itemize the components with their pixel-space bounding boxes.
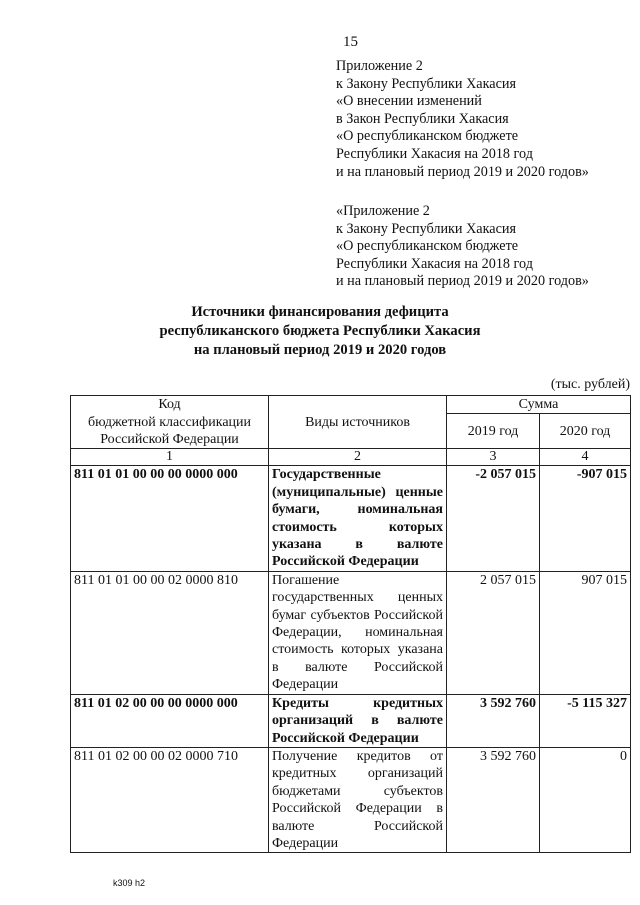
column-number-row bbox=[71, 449, 631, 466]
appendix-original-line: к Закону Республики Хакасия bbox=[336, 220, 516, 237]
header-sum: Сумма bbox=[447, 396, 631, 414]
table-row bbox=[71, 571, 631, 694]
column-number: 3 bbox=[447, 449, 540, 466]
appendix-header-line: «О внесении изменений bbox=[336, 93, 482, 110]
row-amount-2019: 2 057 015 bbox=[447, 571, 540, 694]
appendix-original-line: «Приложение 2 bbox=[336, 203, 430, 219]
document-title-line: республиканского бюджета Республики Хакасия bbox=[159, 323, 481, 339]
row-description: Получение кредитов от кредитных организаций бюджетами субъектов Российской Федерации в валюте Российской Федерации bbox=[269, 747, 447, 852]
appendix-header-line: к Закону Республики Хакасия bbox=[336, 75, 516, 92]
units-label: (тыс. рублей) bbox=[550, 377, 630, 392]
row-code: 811 01 02 00 00 00 0000 000 bbox=[71, 694, 269, 747]
header-code-line: Код bbox=[158, 397, 181, 413]
column-number: 4 bbox=[540, 449, 631, 466]
footer-code: k309 h2 bbox=[113, 878, 146, 888]
row-description: Государственные (муниципальные) ценные бумаги, номинальная стоимость которых указана в валюте Российской Федерации bbox=[269, 466, 447, 571]
document-title-line: Источники финансирования дефицита bbox=[191, 304, 449, 320]
appendix-header-line: Приложение 2 bbox=[336, 58, 423, 74]
row-amount-2020: -907 015 bbox=[540, 466, 631, 571]
table-row bbox=[71, 466, 631, 571]
row-amount-2020: 0 bbox=[540, 747, 631, 852]
header-2019: 2019 год bbox=[447, 414, 540, 449]
column-number: 1 bbox=[71, 449, 269, 466]
row-description: Погашение государственных ценных бумаг субъектов Российской Федерации, номинальная стоимость которых указана в валюте Российской Федерации bbox=[269, 571, 447, 694]
row-amount-2020: 907 015 bbox=[540, 571, 631, 694]
row-amount-2019: -2 057 015 bbox=[447, 466, 540, 571]
appendix-header-line: и на плановый период 2019 и 2020 годов» bbox=[336, 163, 589, 180]
appendix-original-line: и на плановый период 2019 и 2020 годов» bbox=[336, 273, 589, 290]
header-2020: 2020 год bbox=[540, 414, 631, 449]
row-amount-2020: -5 115 327 bbox=[540, 694, 631, 747]
appendix-header-line: «О республиканском бюджете bbox=[336, 128, 519, 145]
header-code-line: Российской Федерации bbox=[100, 431, 239, 447]
table-row bbox=[71, 694, 631, 747]
header-code-line: бюджетной классификации bbox=[87, 414, 252, 430]
page-number: 15 bbox=[343, 34, 358, 50]
row-description: Кредиты кредитных организаций в валюте Российской Федерации bbox=[269, 694, 447, 747]
row-code: 811 01 01 00 00 02 0000 810 bbox=[71, 571, 269, 694]
appendix-header-line: Республики Хакасия на 2018 год bbox=[336, 145, 533, 162]
appendix-original-line: «О республиканском бюджете bbox=[336, 238, 519, 255]
row-code: 811 01 02 00 00 02 0000 710 bbox=[71, 747, 269, 852]
document-title-line: на плановый период 2019 и 2020 годов bbox=[193, 342, 447, 358]
document-title bbox=[0, 303, 640, 360]
column-number: 2 bbox=[269, 449, 447, 466]
financing-sources-table bbox=[70, 395, 631, 853]
appendix-header bbox=[336, 58, 589, 181]
table-row bbox=[71, 747, 631, 852]
row-amount-2019: 3 592 760 bbox=[447, 694, 540, 747]
row-code: 811 01 01 00 00 00 0000 000 bbox=[71, 466, 269, 571]
appendix-original-line: Республики Хакасия на 2018 год bbox=[336, 255, 533, 272]
header-source-type: Виды источников bbox=[269, 396, 447, 449]
header-code bbox=[71, 396, 269, 449]
row-amount-2019: 3 592 760 bbox=[447, 747, 540, 852]
appendix-original-header bbox=[336, 203, 589, 291]
appendix-header-line: в Закон Республики Хакасия bbox=[336, 110, 509, 127]
table-header-row bbox=[71, 396, 631, 414]
